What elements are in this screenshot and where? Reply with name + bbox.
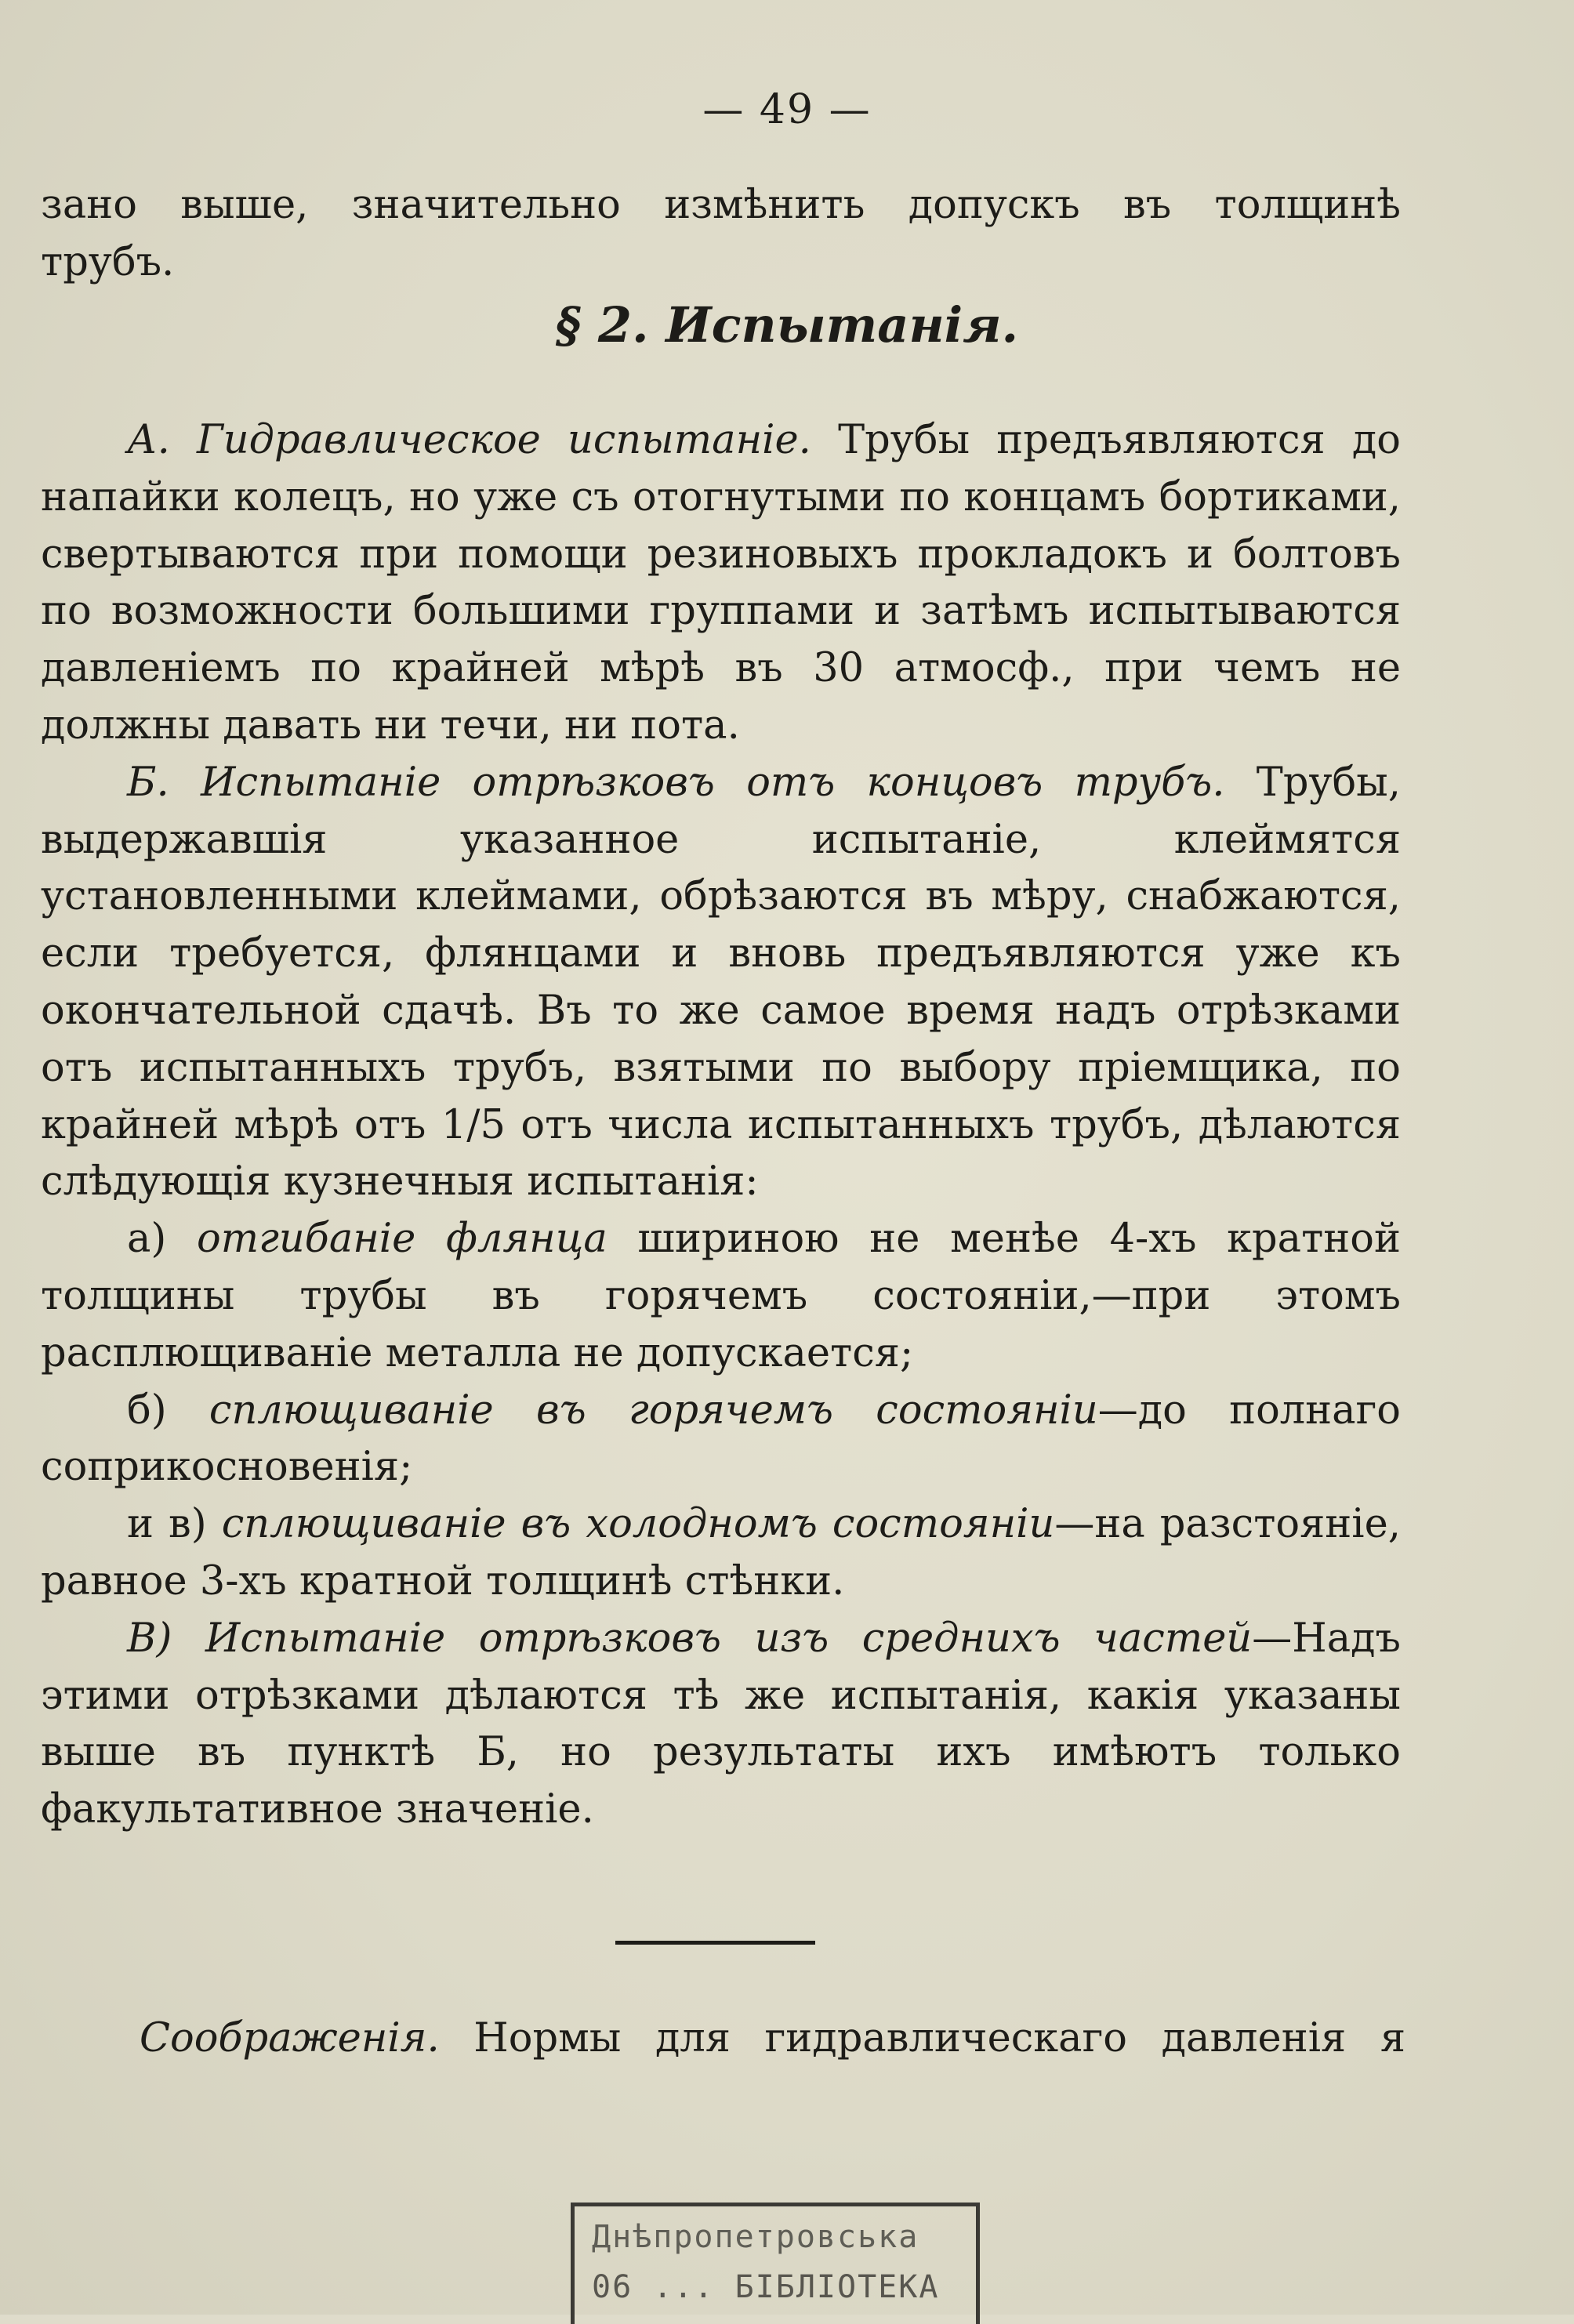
- considerations-text: Нормы для гидравлическаго давленія я: [473, 2015, 1405, 2061]
- divider: [615, 1941, 815, 1945]
- paragraph-a-label: А. Гидравлическое испытаніе.: [127, 417, 811, 463]
- paragraph-b-text-2: отъ числа испытанныхъ трубъ, дѣлаются слѣдующія кузнечныя испытанія:: [41, 1101, 1401, 1206]
- item-label: сплющиваніе въ холодномъ состояніи: [221, 1501, 1055, 1548]
- item-prefix: а): [127, 1216, 167, 1263]
- paragraph-c-text: —Надъ этими отрѣзками дѣлаются тѣ же испытанія, какія указаны выше въ пунктѣ Б, но результаты ихъ имѣютъ только факультативное значеніе.: [41, 1615, 1401, 1833]
- item-prefix: б): [127, 1387, 167, 1434]
- stamp-line-1: Днѣпропетровська: [592, 2219, 919, 2255]
- paragraph-c: [41, 1611, 1401, 1839]
- page-number: — 49 —: [702, 86, 872, 133]
- considerations-label: Соображенія.: [140, 2015, 440, 2061]
- paragraph-b-label: Б. Испытаніе отрѣзковъ отъ концовъ трубъ.: [127, 759, 1225, 806]
- list-item: [41, 1496, 1401, 1611]
- considerations-line: [140, 2010, 1405, 2067]
- intro-line-2: трубъ.: [41, 238, 175, 285]
- section-heading: § 2. Испытанія.: [555, 296, 1019, 353]
- item-prefix: и в): [127, 1501, 207, 1548]
- list-item: [41, 1211, 1401, 1382]
- intro-text: [41, 177, 1401, 292]
- item-label: отгибаніе флянца: [197, 1216, 607, 1263]
- item-text: шириною не менѣе 4-хъ кратной толщины трубы въ горячемъ состояніи,—при этомъ расплющиваніе металла не допускается;: [41, 1216, 1401, 1376]
- list-item: [41, 1383, 1401, 1497]
- paragraph-b-text: Трубы, выдержавшія указанное испытаніе, клеймятся установленными клеймами, обрѣзаются въ мѣру, снабжаются, если требуется, флянцами и вновь предъявляются уже къ окончательной сдачѣ. Въ то же самое время надъ отрѣзками отъ испытанныхъ трубъ, взятыми по выбору пріемщика, по крайней мѣрѣ отъ: [41, 759, 1401, 1148]
- paragraph-a: [41, 412, 1401, 755]
- paragraph-c-label: В) Испытаніе отрѣзковъ изъ среднихъ частей: [127, 1615, 1253, 1662]
- fraction: 1/5: [441, 1101, 506, 1148]
- paragraph-b: [41, 755, 1401, 1211]
- library-stamp: [571, 2203, 980, 2324]
- paragraph-a-text: Трубы предъявляются до напайки колецъ, но уже съ отогнутыми по концамъ бортиками, свертываются при помощи резиновыхъ прокладокъ и болтовъ по возможности большими группами и затѣмъ испытываются давленіемъ по крайней мѣрѣ въ 30 атмосф., при чемъ не должны давать ни течи, ни пота.: [41, 417, 1401, 749]
- item-text: —на разстояніе, равное 3-хъ кратной толщинѣ стѣнки.: [41, 1501, 1401, 1604]
- intro-line: зано выше, значительно измѣнить допускъ въ толщинѣ: [41, 182, 1401, 228]
- item-label: сплющиваніе въ горячемъ состояніи: [209, 1387, 1098, 1434]
- body-text: [41, 412, 1401, 1839]
- stamp-line-2: 06 ... БІБЛІОТЕКА: [592, 2269, 940, 2305]
- item-text: —до полнаго соприкосновенія;: [41, 1387, 1402, 1491]
